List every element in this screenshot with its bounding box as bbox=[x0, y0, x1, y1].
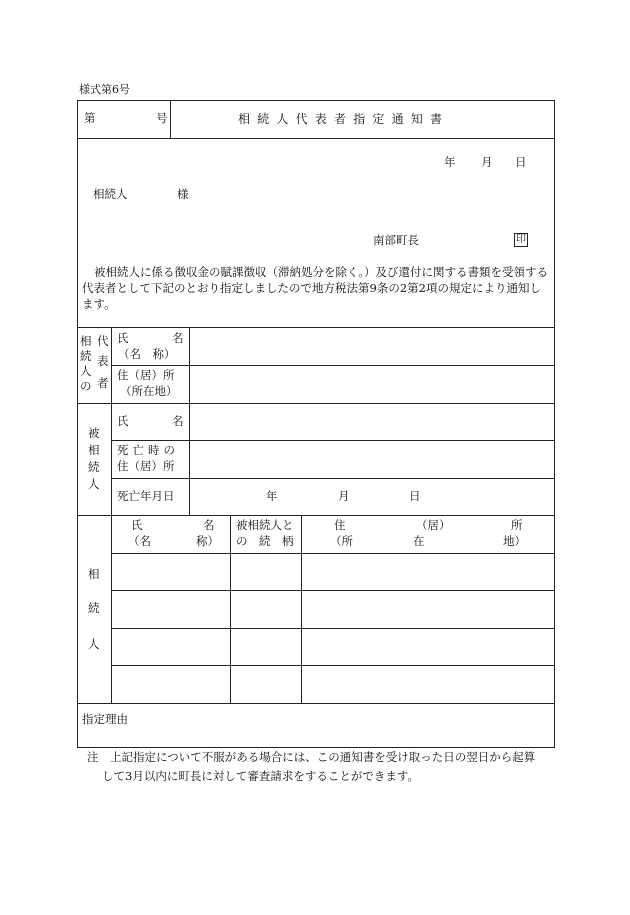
dec-row-line-2 bbox=[111, 478, 555, 479]
heir-row-line-1 bbox=[111, 590, 555, 591]
heir-row-line-2 bbox=[111, 628, 555, 629]
section-line-notice bbox=[77, 327, 555, 328]
heir-col-rel-1: 被相続人と bbox=[236, 518, 294, 532]
heir-col-rel-2: の 続 柄 bbox=[236, 534, 294, 548]
issuer-name: 南部町長 bbox=[373, 233, 419, 247]
dec-label-divider bbox=[111, 403, 112, 515]
heir-col-name-2b: 称） bbox=[196, 534, 219, 548]
recipient-honorific: 様 bbox=[177, 187, 189, 201]
heir-col-addr-2c: 地） bbox=[503, 534, 526, 548]
dec-death-day: 日 bbox=[409, 489, 421, 503]
heir-label-2: 続 bbox=[88, 601, 100, 615]
header-divider bbox=[170, 100, 171, 138]
heir-col-addr-1a: 住 bbox=[334, 518, 346, 532]
note-line-1: 注 上記指定について不服がある場合には、この通知書を受け取った日の翌日から起算 bbox=[87, 750, 536, 764]
heir-label-1: 相 bbox=[88, 567, 100, 581]
document-title: 相続人代表者指定通知書 bbox=[238, 112, 450, 126]
date-day: 日 bbox=[515, 155, 527, 169]
rep-name-label-2: 名 bbox=[172, 331, 184, 345]
note-line-2: して3月以内に町長に対して審査請求をすることができます。 bbox=[102, 769, 419, 783]
dec-death-date-label: 死亡年月日 bbox=[117, 489, 175, 503]
heir-col-addr-1b: （居） bbox=[416, 518, 451, 532]
dec-name-label-1: 氏 bbox=[117, 414, 129, 428]
number-suffix: 号 bbox=[156, 111, 168, 125]
notice-body: 被相続人に係る徴収金の賦課徴収（滞納処分を除く。）及び還付に関する書類を受領する代表者として下記のとおり指定しましたので地方税法第9条の2第2項の規定により通知します。 bbox=[82, 265, 549, 311]
rep-name-sub: （名 称） bbox=[118, 347, 176, 361]
recipient-label: 相続人 bbox=[93, 187, 128, 201]
header-bottom-line bbox=[77, 138, 555, 139]
heir-label-divider bbox=[111, 515, 112, 703]
heir-col-name-2a: （名 bbox=[128, 534, 151, 548]
date-year: 年 bbox=[444, 155, 456, 169]
dec-row-line-1 bbox=[111, 440, 555, 441]
dec-addr-label-2: 住（居）所 bbox=[117, 459, 175, 473]
rep-address-sub: （所在地） bbox=[120, 384, 178, 398]
section-line-rep bbox=[77, 403, 555, 404]
heir-col-addr-2b: 在 bbox=[413, 534, 425, 548]
rep-label-col2: 代 表 者 bbox=[97, 334, 109, 390]
form-frame bbox=[77, 100, 555, 748]
dec-field-divider bbox=[189, 403, 190, 515]
heir-header-line bbox=[111, 553, 555, 554]
dec-label: 被 相 続 人 bbox=[88, 426, 100, 491]
heir-col-divider-2 bbox=[301, 515, 302, 703]
section-line-heirs bbox=[77, 703, 555, 704]
heir-label-3: 人 bbox=[88, 637, 100, 651]
number-prefix: 第 bbox=[84, 111, 96, 125]
dec-name-label-2: 名 bbox=[172, 414, 184, 428]
dec-addr-label-1: 死亡時の bbox=[117, 443, 179, 457]
form-number: 様式第6号 bbox=[79, 83, 130, 96]
heir-col-addr-1c: 所 bbox=[511, 518, 523, 532]
date-month: 月 bbox=[481, 155, 493, 169]
dec-death-month: 月 bbox=[338, 489, 350, 503]
reason-label: 指定理由 bbox=[82, 712, 128, 726]
heir-col-name-1a: 氏 bbox=[131, 518, 143, 532]
heir-col-name-1b: 名 bbox=[203, 518, 215, 532]
rep-address-label: 住（居）所 bbox=[117, 368, 175, 382]
heir-col-addr-2a: （所 bbox=[330, 534, 353, 548]
heir-col-divider-1 bbox=[230, 515, 231, 703]
dec-death-year: 年 bbox=[266, 489, 278, 503]
heir-row-line-3 bbox=[111, 665, 555, 666]
rep-name-label-1: 氏 bbox=[117, 331, 129, 345]
section-line-decedent bbox=[77, 515, 555, 516]
seal-mark: 印 bbox=[516, 234, 526, 245]
rep-label-col1: 相 続 人 の bbox=[80, 334, 92, 393]
rep-row-line bbox=[111, 365, 555, 366]
